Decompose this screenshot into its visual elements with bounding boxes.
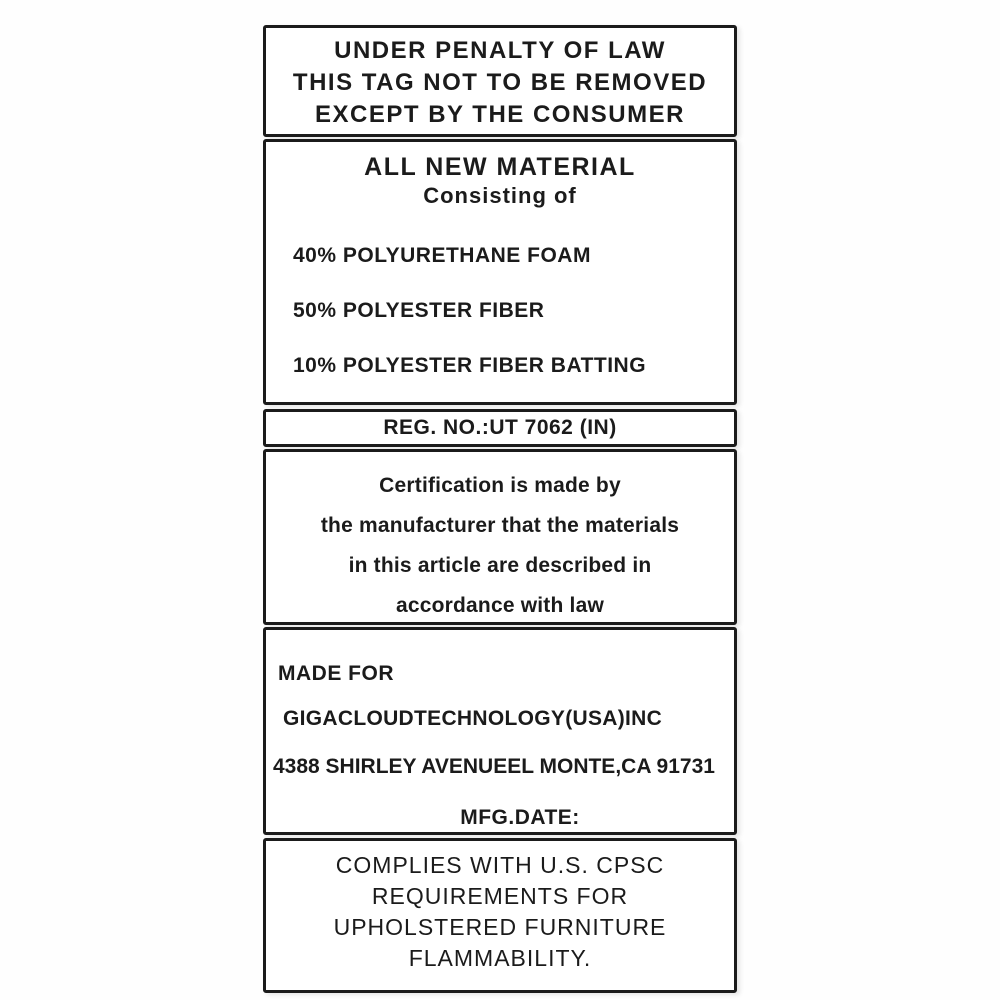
compliance-line-2: REQUIREMENTS FOR: [371, 883, 629, 909]
made-for-label: MADE FOR: [278, 662, 394, 685]
material-item-batting: 10% POLYESTER FIBER BATTING: [293, 354, 647, 377]
mfg-date-label: MFG.DATE:: [460, 806, 580, 829]
warning-line-3: EXCEPT BY THE CONSUMER: [315, 101, 685, 128]
certification-line-2: the manufacturer that the materials: [320, 514, 680, 537]
registration-number-section: [263, 409, 737, 447]
certification-section: [263, 449, 737, 625]
compliance-line-3: UPHOLSTERED FURNITURE: [333, 914, 667, 940]
certification-line-4: accordance with law: [395, 594, 605, 617]
certification-line-1: Certification is made by: [379, 474, 621, 497]
warning-section: [263, 25, 737, 137]
law-label: [263, 25, 737, 993]
materials-title: ALL NEW MATERIAL: [364, 153, 636, 181]
compliance-section: [263, 838, 737, 993]
material-item-foam: 40% POLYURETHANE FOAM: [293, 244, 591, 267]
material-item-fiber: 50% POLYESTER FIBER: [293, 299, 545, 322]
certification-line-3: in this article are described in: [348, 554, 652, 577]
manufacturer-address: 4388 SHIRLEY AVENUEEL MONTE,CA 91731: [273, 755, 715, 778]
materials-subtitle: Consisting of: [423, 183, 577, 208]
compliance-line-4: FLAMMABILITY.: [408, 945, 592, 971]
compliance-line-1: COMPLIES WITH U.S. CPSC: [335, 852, 665, 878]
materials-section: [263, 139, 737, 405]
warning-line-1: UNDER PENALTY OF LAW: [334, 37, 666, 64]
manufacturer-name: GIGACLOUDTECHNOLOGY(USA)INC: [283, 707, 663, 730]
warning-line-2: THIS TAG NOT TO BE REMOVED: [292, 69, 708, 96]
made-for-section: [263, 627, 737, 835]
registration-number: REG. NO.:UT 7062 (IN): [383, 416, 617, 439]
materials-list: [266, 244, 734, 378]
